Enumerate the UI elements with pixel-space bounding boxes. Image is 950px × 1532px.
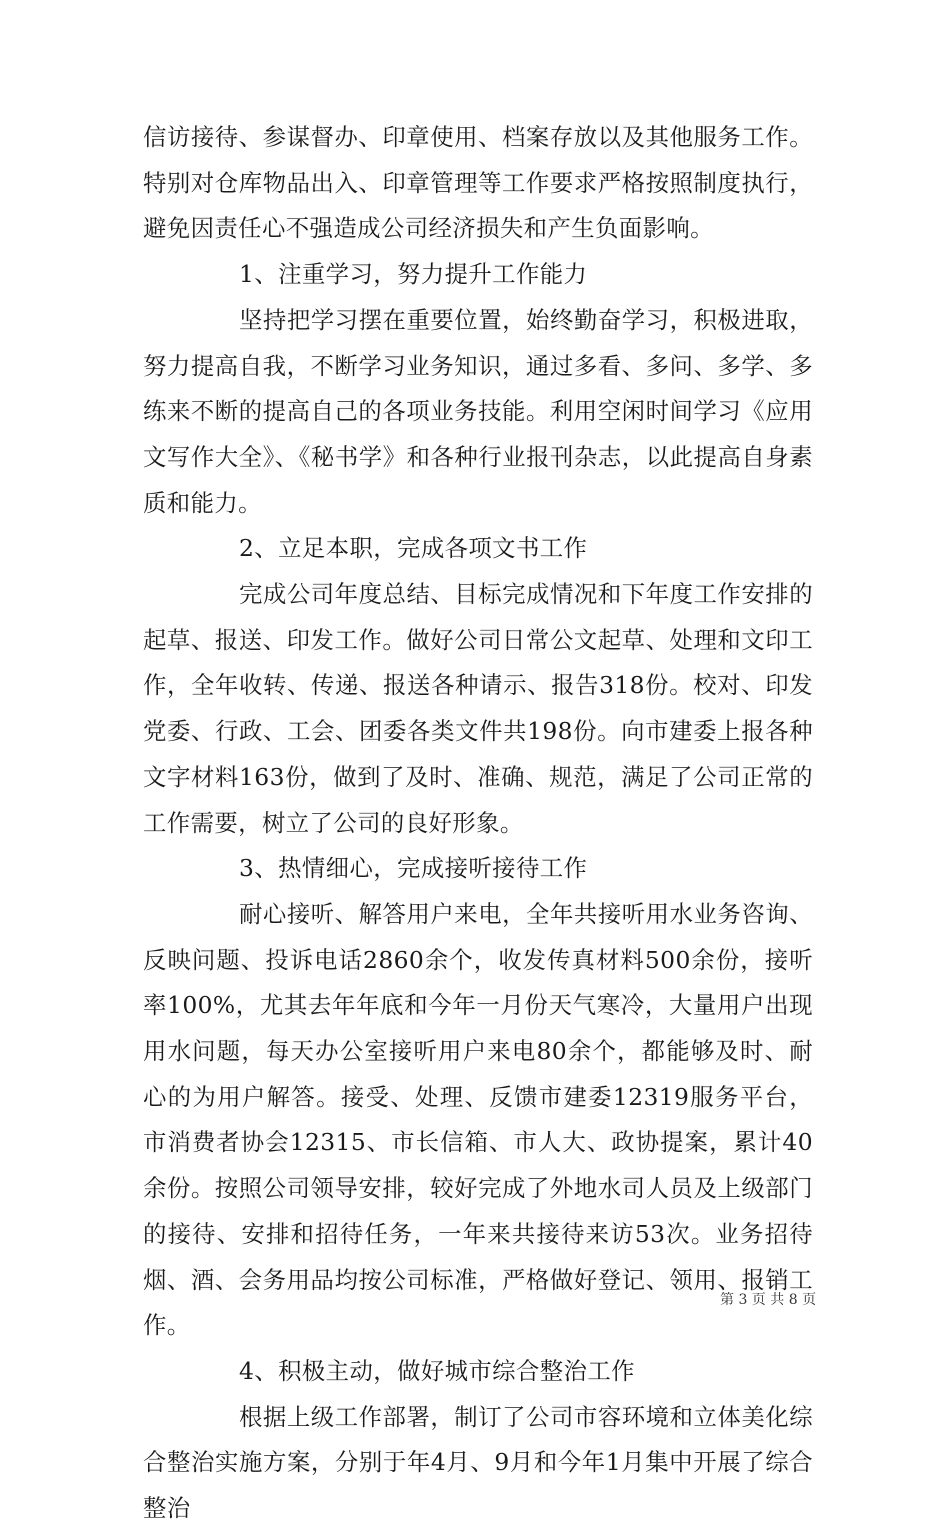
- page-number-footer: 第 3 页 共 8 页: [720, 1292, 817, 1308]
- document-body: [143, 115, 813, 1532]
- paragraph-city-rectification: 根据上级工作部署，制订了公司市容环境和立体美化综合整治实施方案，分别于年4月、9月和今年1月集中开展了综合整治: [143, 1402, 813, 1523]
- section-heading-4: 4、积极主动，做好城市综合整治工作: [239, 1356, 635, 1385]
- paragraph-study: 坚持把学习摆在重要位置，始终勤奋学习，积极进取，努力提高自我，不断学习业务知识，通过多看、多问、多学、多练来不断的提高自己的各项业务技能。利用空闲时间学习《应用文写作大全》、《秘书学》和各种行业报刊杂志，以此提高自身素质和能力。: [143, 305, 813, 517]
- section-heading-2: 2、立足本职，完成各项文书工作: [239, 534, 588, 563]
- paragraph-continued: 信访接待、参谋督办、印章使用、档案存放以及其他服务工作。特别对仓库物品出入、印章管理等工作要求严格按照制度执行，避免因责任心不强造成公司经济损失和产生负面影响。: [143, 123, 813, 243]
- section-heading-3: 3、热情细心，完成接听接待工作: [239, 854, 588, 883]
- section-heading-1: 1、注重学习，努力提升工作能力: [239, 260, 588, 289]
- paragraph-documents: 完成公司年度总结、目标完成情况和下年度工作安排的起草、报送、印发工作。做好公司日常公文起草、处理和文印工作，全年收转、传递、报送各种请示、报告318份。校对、印发党委、行政、工会、团委各类文件共198份。向市建委上报各种文字材料163份，做到了及时、准确、规范，满足了公司正常的工作需要，树立了公司的良好形象。: [143, 580, 813, 837]
- paragraph-reception: 耐心接听、解答用户来电，全年共接听用水业务咨询、反映问题、投诉电话2860余个，收发传真材料500余份，接听率100%，尤其去年年底和今年一月份天气寒冷，大量用户出现用水问题，每天办公室接听用户来电80余个，都能够及时、耐心的为用户解答。接受、处理、反馈市建委12319服务平台，市消费者协会12315、市长信箱、市人大、政协提案，累计40余份。按照公司领导安排，较好完成了外地水司人员及上级部门的接待、安排和招待任务，一年来共接待来访53次。业务招待烟、酒、会务用品均按公司标准，严格做好登记、领用、报销工作。: [143, 899, 813, 1340]
